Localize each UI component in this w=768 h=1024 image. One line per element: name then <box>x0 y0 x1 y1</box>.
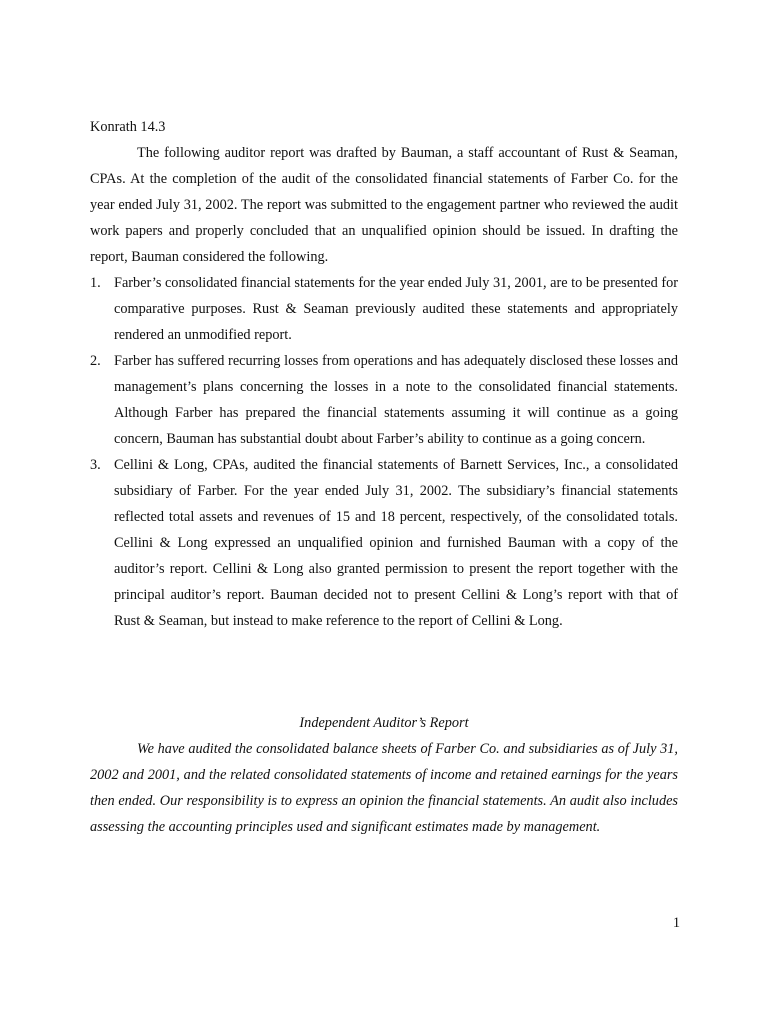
problem-heading: Konrath 14.3 <box>90 119 166 135</box>
report-title: Independent Auditor’s Report <box>299 715 469 731</box>
list-item <box>90 348 678 452</box>
list-item <box>90 270 678 348</box>
list-item-number: 2. <box>90 353 101 369</box>
intro-paragraph: The following auditor report was drafted by Bauman, a staff accountant of Rust & Seaman, CPAs. At the completion of the audit of the consolidated financial statements of Farber Co. for the year ended July 31, 2002. The report was submitted to the engagement partner who reviewed the audit work papers and properly concluded that an unqualified opinion should be issued. In drafting the report, Bauman considered the following. <box>90 145 678 265</box>
report-body-paragraph: We have audited the consolidated balance sheets of Farber Co. and subsidiaries as of July 31, 2002 and 2001, and the related consolidated statements of income and retained earnings for the years then ended. Our responsibility is to express an opinion the financial statements. An audit also includes assessing the accounting principles used and significant estimates made by management. <box>90 741 678 835</box>
page-number: 1 <box>672 915 680 931</box>
list-item-number: 3. <box>90 457 101 473</box>
list-item-text: Cellini & Long, CPAs, audited the financial statements of Barnett Services, Inc., a consolidated subsidiary of Farber. For the year ended July 31, 2002. The subsidiary’s financial statements reflected total assets and revenues of 15 and 18 percent, respectively, of the consolidated totals. Cellini & Long expressed an unqualified opinion and furnished Bauman with a copy of the auditor’s report. Cellini & Long also granted permission to present the report together with the principal auditor’s report. Bauman decided not to present Cellini & Long’s report with that of Rust & Seaman, but instead to make reference to the report of Cellini & Long. <box>114 457 678 629</box>
list-item <box>90 452 678 634</box>
list-item-text: Farber’s consolidated financial statements for the year ended July 31, 2001, are to be presented for comparative purposes. Rust & Seaman previously audited these statements and appropriately rendered an unmodified report. <box>114 275 678 343</box>
considerations-list <box>90 270 678 634</box>
list-item-number: 1. <box>90 275 101 291</box>
list-item-text: Farber has suffered recurring losses from operations and has adequately disclosed these losses and management’s plans concerning the losses in a note to the consolidated financial statements. Although Farber has prepared the financial statements assuming it will continue as a going concern, Bauman has substantial doubt about Farber’s ability to continue as a going concern. <box>114 353 678 447</box>
